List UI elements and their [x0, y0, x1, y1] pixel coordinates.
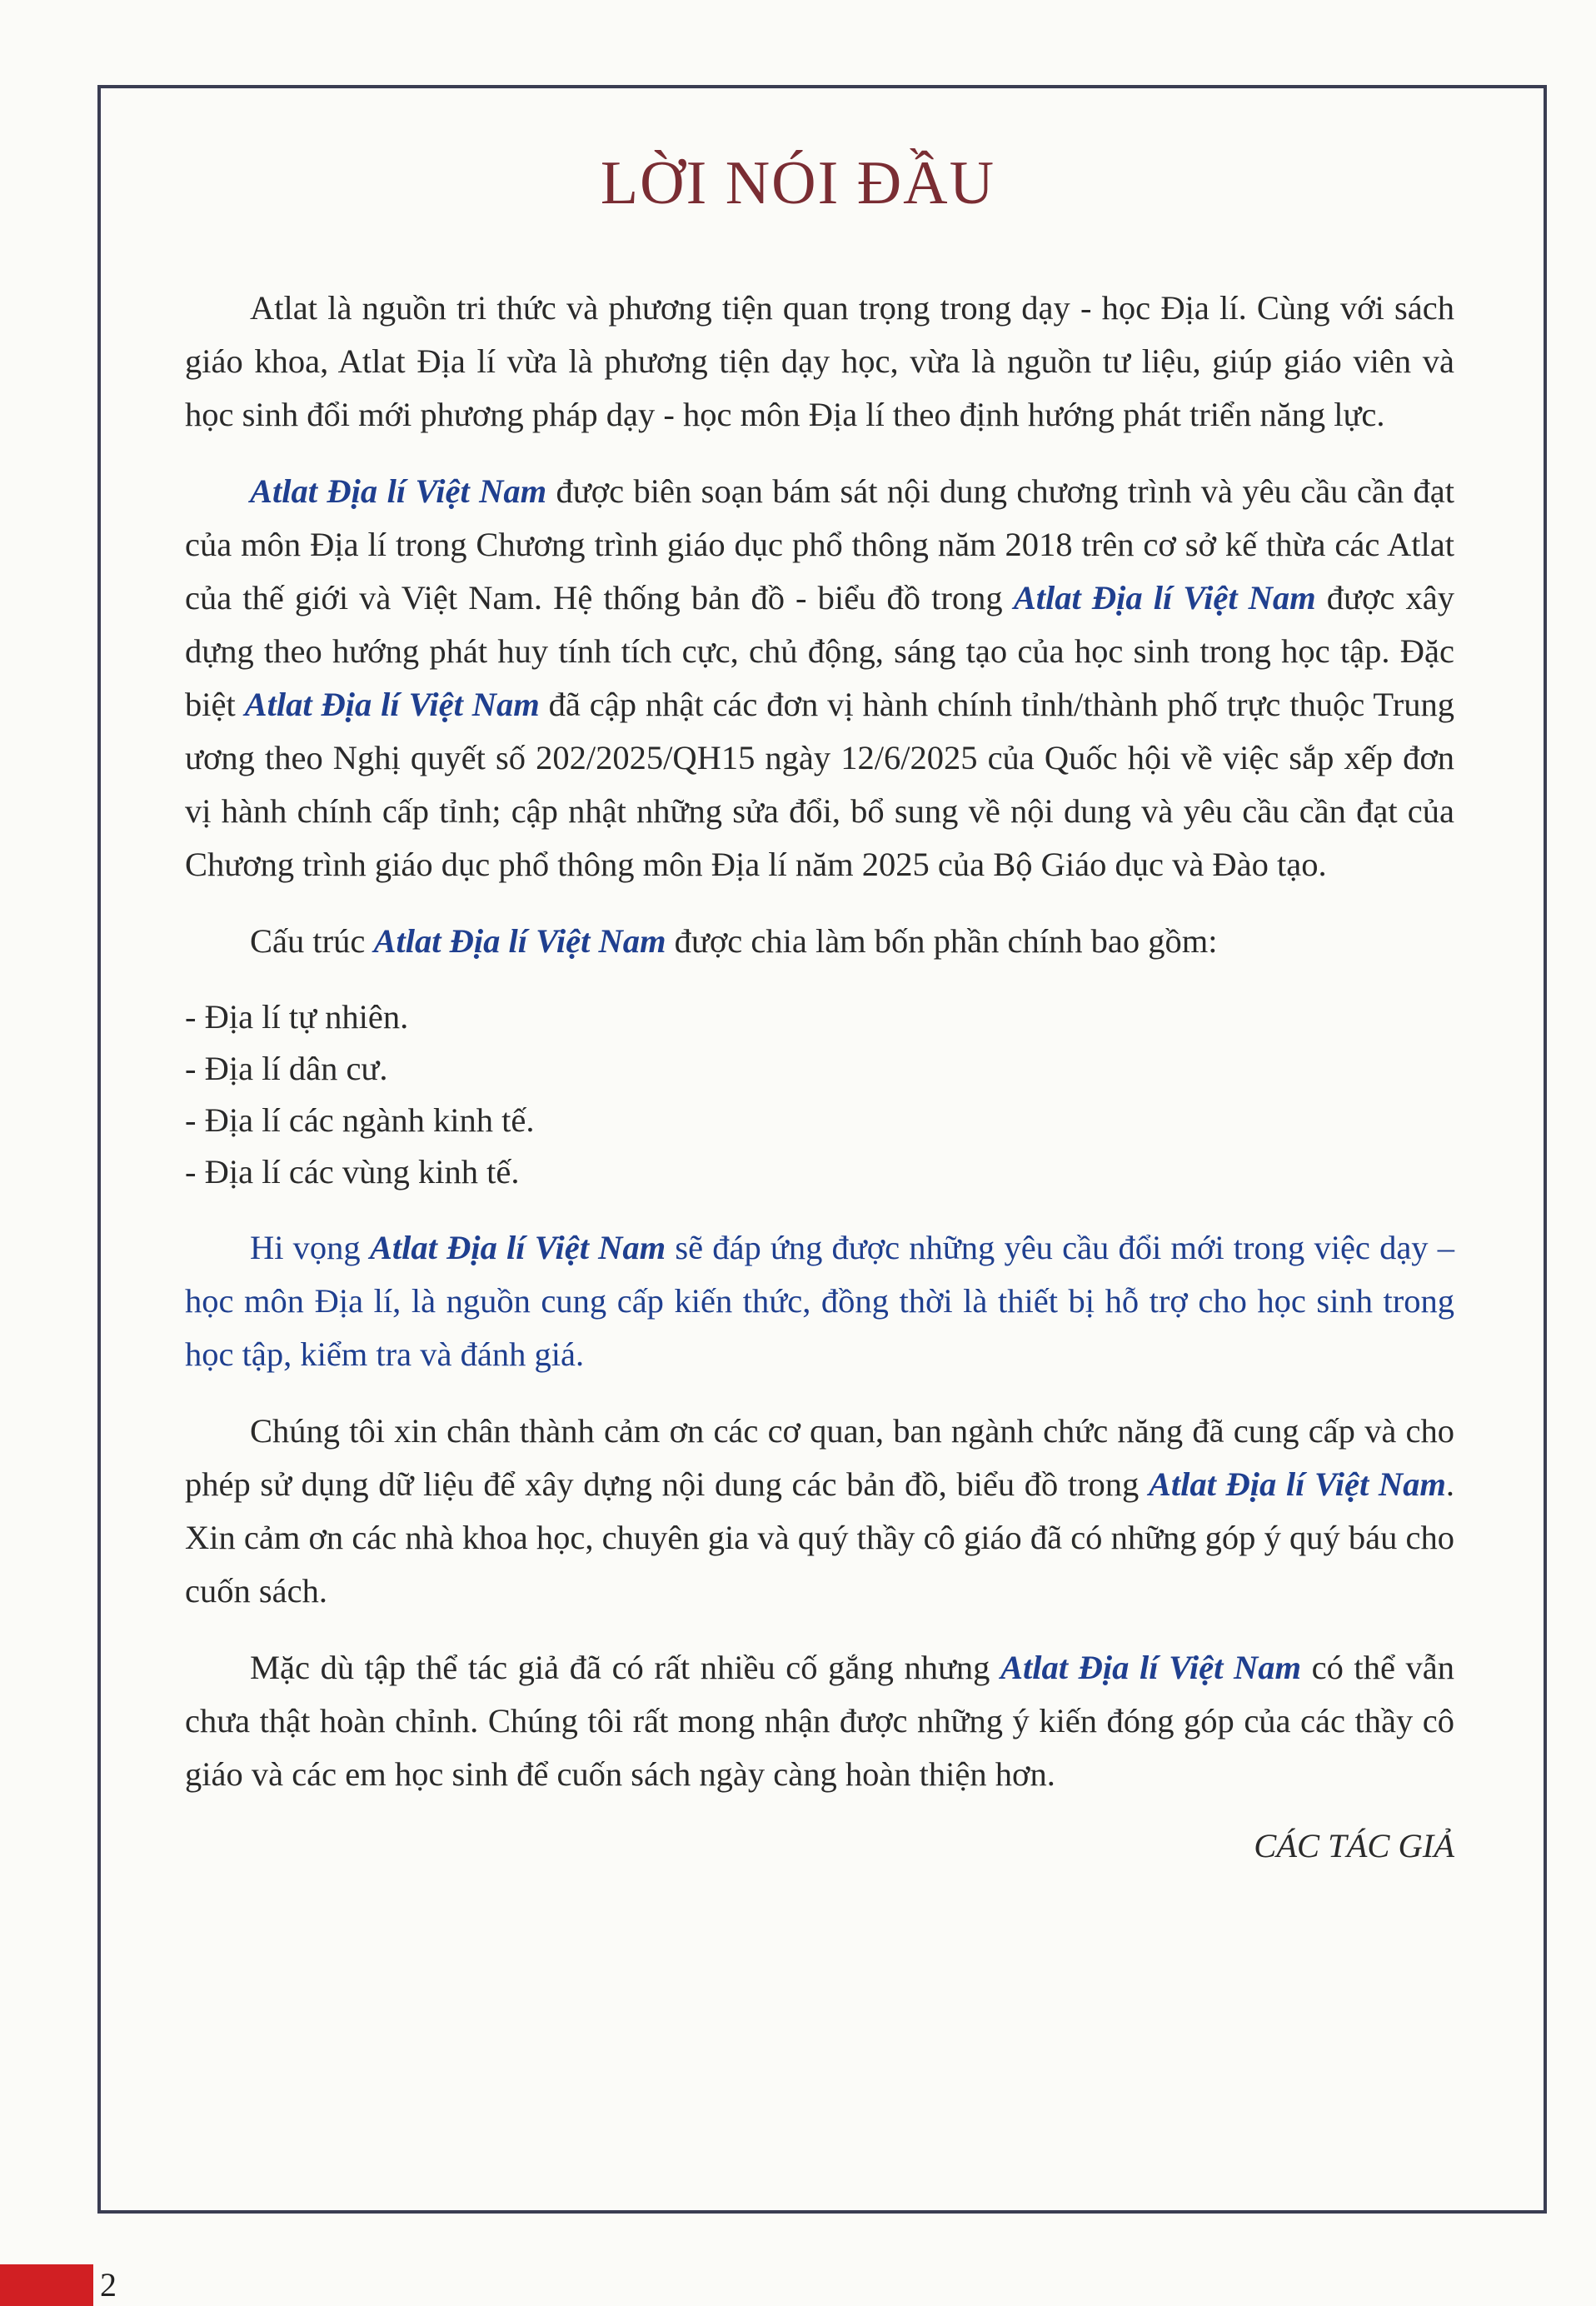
page-number: 2	[100, 2266, 117, 2304]
paragraph-3-before: Cấu trúc	[250, 922, 374, 960]
book-name: Atlat Địa lí Việt Nam	[373, 922, 666, 960]
book-name: Atlat Địa lí Việt Nam	[1013, 579, 1316, 616]
paragraph-6-after: có thể vẫn chưa thật hoàn chỉnh. Chúng tôi rất mong nhận được những ý kiến đóng góp của các thầy cô giáo và các em học sinh để cuốn sách ngày càng hoàn thiện hơn.	[185, 1649, 1454, 1793]
list-item: - Địa lí dân cư.	[185, 1050, 388, 1087]
paragraph-1: Atlat là nguồn tri thức và phương tiện quan trọng trong dạy - học Địa lí. Cùng với sách giáo khoa, Atlat Địa lí vừa là phương tiện dạy học, vừa là nguồn tư liệu, giúp giáo viên và học sinh đổi mới phương pháp dạy - học môn Địa lí theo định hướng phát triển năng lực.	[185, 289, 1454, 433]
book-name: Atlat Địa lí Việt Nam	[250, 472, 547, 510]
book-name: Atlat Địa lí Việt Nam	[1148, 1465, 1446, 1503]
list-item: - Địa lí tự nhiên.	[185, 998, 409, 1036]
paragraph-2-part-1: được biên soạn bám sát nội dung chương trình và yêu cầu cần đạt của môn Địa lí trong Chương trình giáo dục phổ thông năm 2018 trên cơ sở kế thừa các Atlat của thế giới và Việt Nam. Hệ thống bản đồ - biểu đồ trong	[185, 472, 1454, 616]
paragraph-3-after: được chia làm bốn phần chính bao gồm:	[666, 922, 1218, 960]
paragraph-4-before: Hi vọng	[250, 1229, 370, 1266]
paragraph-3	[185, 915, 1454, 968]
book-name: Atlat Địa lí Việt Nam	[1000, 1649, 1301, 1686]
paragraph-2-part-3: đã cập nhật các đơn vị hành chính tỉnh/thành phố trực thuộc Trung ương theo Nghị quyết số 202/2025/QH15 ngày 12/6/2025 của Quốc hội về việc sắp xếp đơn vị hành chính cấp tỉnh; cập nhật những sửa đổi, bổ sung về nội dung và yêu cầu cần đạt của Chương trình giáo dục phổ thông môn Địa lí năm 2025 của Bộ Giáo dục và Đào tạo.	[185, 686, 1454, 883]
book-name: Atlat Địa lí Việt Nam	[369, 1229, 666, 1266]
paragraph-2	[185, 465, 1454, 891]
paragraph-6-before: Mặc dù tập thể tác giả đã có rất nhiều cố gắng nhưng	[250, 1649, 1001, 1686]
paragraph-2-part-2: được xây dựng theo hướng phát huy tính tích cực, chủ động, sáng tạo của học sinh trong học tập. Đặc biệt	[185, 579, 1454, 723]
structure-list	[185, 991, 1454, 1198]
paragraph-5-after: . Xin cảm ơn các nhà khoa học, chuyên gia và quý thầy cô giáo đã có những góp ý quý báu cho cuốn sách.	[185, 1465, 1454, 1610]
list-item: - Địa lí các vùng kinh tế.	[185, 1153, 520, 1190]
book-name: Atlat Địa lí Việt Nam	[244, 686, 540, 723]
paragraph-4-after: sẽ đáp ứng được những yêu cầu đổi mới trong việc dạy – học môn Địa lí, là nguồn cung cấp kiến thức, đồng thời là thiết bị hỗ trợ cho học sinh trong học tập, kiểm tra và đánh giá.	[185, 1229, 1454, 1373]
signature: CÁC TÁC GIẢ	[1254, 1827, 1454, 1864]
paragraph-5	[185, 1405, 1454, 1618]
paragraph-5-before: Chúng tôi xin chân thành cảm ơn các cơ quan, ban ngành chức năng đã cung cấp và cho phép sử dụng dữ liệu để xây dựng nội dung các bản đồ, biểu đồ trong	[185, 1412, 1454, 1503]
page-tab-marker	[0, 2264, 93, 2306]
page-title: LỜI NÓI ĐẦU	[600, 149, 996, 217]
paragraph-6	[185, 1641, 1454, 1801]
list-item: - Địa lí các ngành kinh tế.	[185, 1101, 535, 1139]
preface-body	[185, 282, 1454, 1873]
paragraph-4	[185, 1221, 1454, 1381]
